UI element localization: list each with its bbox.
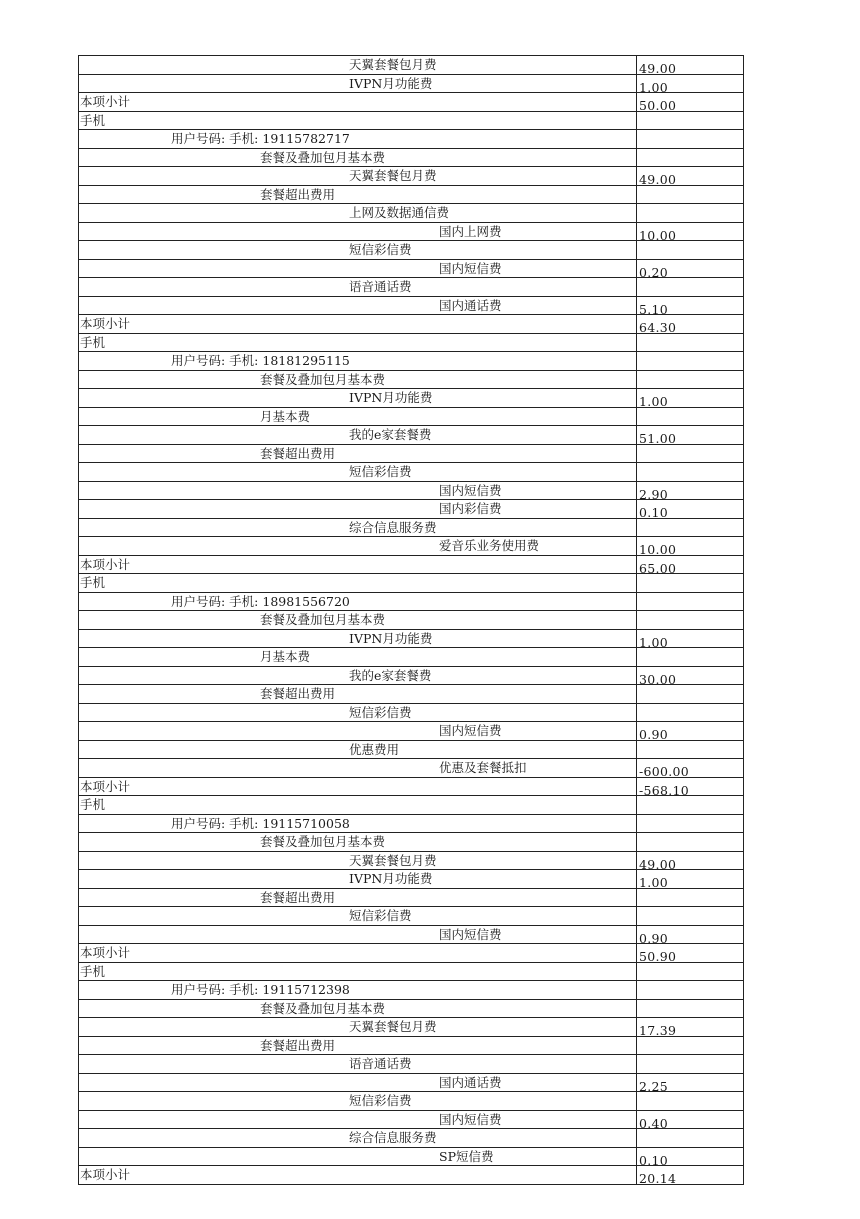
- item-label-cell: [79, 870, 637, 888]
- item-amount: [637, 149, 743, 167]
- table-row: [79, 297, 743, 316]
- item-amount: 49.00: [639, 856, 677, 872]
- item-label-cell: [79, 482, 637, 500]
- item-label: 手机: [80, 334, 106, 350]
- item-label: 本项小计: [80, 945, 131, 960]
- item-label-cell: [79, 352, 637, 370]
- table-row: [79, 75, 743, 94]
- item-amount: [637, 907, 743, 925]
- item-label: 套餐及叠加包月基本费: [260, 612, 386, 627]
- item-amount: [637, 593, 743, 611]
- item-label-cell: [79, 981, 637, 999]
- item-label-cell: [79, 889, 637, 907]
- table-row: [79, 574, 743, 593]
- table-row: [79, 112, 743, 131]
- table-row: [79, 907, 743, 926]
- item-label: 国内短信费: [439, 260, 502, 276]
- item-amount: 20.14: [639, 1171, 677, 1186]
- item-label: 短信彩信费: [349, 242, 412, 257]
- table-row: [79, 1166, 743, 1185]
- item-label: 月基本费: [260, 408, 311, 424]
- item-amount: [637, 130, 743, 148]
- item-label-cell: [79, 1092, 637, 1110]
- item-label: 综合信息服务费: [349, 519, 437, 535]
- item-label-cell: [79, 260, 637, 278]
- item-label-cell: [79, 667, 637, 685]
- item-amount: 49.00: [639, 172, 677, 187]
- table-row: [79, 1111, 743, 1130]
- item-label: 手机: [80, 797, 106, 812]
- table-row: [79, 593, 743, 612]
- table-row: [79, 759, 743, 778]
- table-row: [79, 130, 743, 149]
- item-label: 短信彩信费: [349, 1093, 412, 1108]
- table-row: [79, 389, 743, 408]
- item-amount: [637, 981, 743, 999]
- item-label-cell: [79, 408, 637, 426]
- item-amount: 0.90: [639, 930, 669, 946]
- item-label-cell: [79, 1055, 637, 1073]
- item-label-cell: [79, 593, 637, 611]
- table-row: [79, 704, 743, 723]
- item-amount: [637, 241, 743, 259]
- item-label-cell: [79, 334, 637, 352]
- table-row: [79, 981, 743, 1000]
- item-amount: 0.40: [639, 1115, 669, 1131]
- item-label-cell: [79, 278, 637, 296]
- item-amount: 30.00: [639, 671, 677, 687]
- item-amount: [637, 463, 743, 481]
- item-label: 国内短信费: [439, 723, 502, 738]
- item-amount: [637, 611, 743, 629]
- item-label: 上网及数据通信费: [349, 205, 450, 220]
- item-amount: [637, 278, 743, 296]
- item-label: 天翼套餐包月费: [349, 57, 437, 72]
- item-amount: 0.10: [639, 505, 669, 520]
- item-amount: [637, 1129, 743, 1147]
- item-label: 用户号码: 手机: 18981556720: [171, 593, 350, 609]
- item-amount: 0.90: [639, 727, 669, 742]
- item-label-cell: [79, 907, 637, 925]
- item-label-cell: [79, 1148, 637, 1166]
- table-row: [79, 870, 743, 889]
- item-label-cell: [79, 944, 637, 962]
- item-label: SP短信费: [439, 1148, 494, 1164]
- item-amount: [637, 685, 743, 703]
- item-amount: 1.00: [639, 394, 669, 409]
- table-row: [79, 204, 743, 223]
- item-amount: [637, 1037, 743, 1055]
- item-label-cell: [79, 445, 637, 463]
- item-label: 套餐及叠加包月基本费: [260, 834, 386, 849]
- item-label-cell: [79, 389, 637, 407]
- item-label: 国内通话费: [439, 1074, 502, 1090]
- item-label: 短信彩信费: [349, 908, 412, 923]
- item-label-cell: [79, 223, 637, 241]
- item-label: 短信彩信费: [349, 704, 412, 720]
- item-label-cell: [79, 241, 637, 259]
- item-label-cell: [79, 556, 637, 574]
- item-label: 综合信息服务费: [349, 1130, 437, 1145]
- item-label-cell: [79, 537, 637, 555]
- table-row: [79, 944, 743, 963]
- table-row: [79, 371, 743, 390]
- item-label: 国内上网费: [439, 223, 502, 239]
- table-row: [79, 852, 743, 871]
- item-amount: 2.25: [639, 1078, 669, 1094]
- item-amount: 0.10: [639, 1152, 669, 1168]
- item-amount: 49.00: [639, 61, 677, 76]
- item-amount: [637, 352, 743, 370]
- item-label-cell: [79, 704, 637, 722]
- item-amount: 10.00: [639, 542, 677, 557]
- item-label: 用户号码: 手机: 19115710058: [171, 815, 350, 831]
- item-label: 本项小计: [80, 778, 131, 794]
- table-row: [79, 1000, 743, 1019]
- table-row: [79, 278, 743, 297]
- item-label: 套餐超出费用: [260, 1037, 336, 1053]
- item-label: IVPN月功能费: [349, 75, 433, 91]
- item-label-cell: [79, 167, 637, 185]
- table-row: [79, 648, 743, 667]
- item-amount: 1.00: [639, 875, 669, 890]
- table-row: [79, 445, 743, 464]
- table-row: [79, 463, 743, 482]
- item-label-cell: [79, 833, 637, 851]
- item-amount: 5.10: [639, 301, 669, 317]
- table-row: [79, 334, 743, 353]
- item-label: 我的e家套餐费: [349, 427, 432, 442]
- table-row: [79, 537, 743, 556]
- item-label-cell: [79, 56, 637, 74]
- table-row: [79, 630, 743, 649]
- item-amount: -568.10: [639, 782, 690, 798]
- item-amount: -600.00: [639, 764, 690, 779]
- item-label-cell: [79, 815, 637, 833]
- item-label-cell: [79, 685, 637, 703]
- item-amount: [637, 186, 743, 204]
- item-label: 用户号码: 手机: 19115712398: [171, 982, 350, 997]
- item-amount: [637, 741, 743, 759]
- item-amount: [637, 1000, 743, 1018]
- item-label: 套餐及叠加包月基本费: [260, 371, 386, 387]
- table-row: [79, 926, 743, 945]
- table-row: [79, 149, 743, 168]
- item-amount: [637, 815, 743, 833]
- item-label-cell: [79, 1129, 637, 1147]
- table-row: [79, 241, 743, 260]
- item-label-cell: [79, 1111, 637, 1129]
- item-label: 国内短信费: [439, 482, 502, 498]
- item-label: 套餐超出费用: [260, 889, 336, 905]
- item-amount: [637, 334, 743, 352]
- table-row: [79, 315, 743, 334]
- item-amount: [637, 371, 743, 389]
- item-label: 天翼套餐包月费: [349, 1019, 437, 1034]
- item-amount: [637, 408, 743, 426]
- item-label-cell: [79, 1074, 637, 1092]
- table-row: [79, 482, 743, 501]
- item-label-cell: [79, 149, 637, 167]
- table-row: [79, 186, 743, 205]
- item-label-cell: [79, 611, 637, 629]
- item-label: 我的e家套餐费: [349, 667, 432, 683]
- item-label-cell: [79, 297, 637, 315]
- table-row: [79, 1074, 743, 1093]
- item-amount: [637, 963, 743, 981]
- item-amount: [637, 574, 743, 592]
- item-label: 语音通话费: [349, 1056, 412, 1071]
- item-label: 月基本费: [260, 649, 311, 664]
- item-amount: 1.00: [639, 79, 669, 95]
- item-label-cell: [79, 778, 637, 796]
- table-row: [79, 352, 743, 371]
- item-amount: 0.20: [639, 264, 669, 280]
- item-amount: [637, 648, 743, 666]
- item-amount: 64.30: [639, 320, 677, 335]
- item-amount: 1.00: [639, 634, 669, 650]
- item-label: 本项小计: [80, 556, 131, 572]
- table-row: [79, 93, 743, 112]
- item-label: 用户号码: 手机: 19115782717: [171, 131, 350, 146]
- item-label-cell: [79, 93, 637, 111]
- item-amount: [637, 1055, 743, 1073]
- item-label-cell: [79, 500, 637, 518]
- item-label: 套餐及叠加包月基本费: [260, 149, 386, 165]
- item-label: 套餐超出费用: [260, 186, 336, 202]
- table-row: [79, 500, 743, 519]
- item-label: IVPN月功能费: [349, 871, 433, 886]
- table-row: [79, 1148, 743, 1167]
- table-row: [79, 1129, 743, 1148]
- item-label: 套餐超出费用: [260, 445, 336, 461]
- item-amount: [637, 704, 743, 722]
- item-label: 手机: [80, 575, 106, 590]
- item-label: 手机: [80, 963, 106, 979]
- table-row: [79, 426, 743, 445]
- item-amount: 50.90: [639, 949, 677, 964]
- item-label: 语音通话费: [349, 279, 412, 294]
- item-label: 本项小计: [80, 94, 131, 109]
- table-row: [79, 963, 743, 982]
- item-amount: 65.00: [639, 560, 677, 576]
- table-row: [79, 223, 743, 242]
- item-label: 天翼套餐包月费: [349, 852, 437, 868]
- item-label: 套餐超出费用: [260, 686, 336, 701]
- item-label-cell: [79, 315, 637, 333]
- item-label-cell: [79, 796, 637, 814]
- billing-table: [78, 55, 744, 1185]
- table-row: [79, 556, 743, 575]
- table-row: [79, 167, 743, 186]
- table-row: [79, 796, 743, 815]
- item-label-cell: [79, 852, 637, 870]
- table-row: [79, 722, 743, 741]
- table-row: [79, 889, 743, 908]
- item-label: 天翼套餐包月费: [349, 168, 437, 183]
- item-label: 短信彩信费: [349, 464, 412, 479]
- table-row: [79, 815, 743, 834]
- table-row: [79, 1037, 743, 1056]
- item-amount: [637, 1092, 743, 1110]
- item-label-cell: [79, 426, 637, 444]
- item-label: 优惠及套餐抵扣: [439, 760, 527, 775]
- item-amount: [637, 204, 743, 222]
- item-label: 国内短信费: [439, 926, 502, 942]
- item-label-cell: [79, 759, 637, 777]
- item-label-cell: [79, 926, 637, 944]
- item-label-cell: [79, 722, 637, 740]
- item-label: 优惠费用: [349, 741, 400, 757]
- item-label: 本项小计: [80, 316, 131, 331]
- item-label: 用户号码: 手机: 18181295115: [171, 353, 350, 368]
- table-row: [79, 741, 743, 760]
- item-label: IVPN月功能费: [349, 390, 433, 405]
- item-label-cell: [79, 371, 637, 389]
- item-label: 本项小计: [80, 1167, 131, 1182]
- table-row: [79, 611, 743, 630]
- item-label-cell: [79, 1166, 637, 1184]
- item-label: 手机: [80, 112, 106, 128]
- table-row: [79, 1055, 743, 1074]
- item-label: 国内短信费: [439, 1111, 502, 1127]
- table-row: [79, 833, 743, 852]
- item-label-cell: [79, 574, 637, 592]
- item-label-cell: [79, 463, 637, 481]
- item-amount: 17.39: [639, 1023, 677, 1038]
- item-label: 国内通话费: [439, 297, 502, 313]
- item-label-cell: [79, 1000, 637, 1018]
- item-label-cell: [79, 648, 637, 666]
- item-amount: [637, 519, 743, 537]
- item-label-cell: [79, 75, 637, 93]
- item-label-cell: [79, 186, 637, 204]
- table-row: [79, 1018, 743, 1037]
- item-amount: [637, 889, 743, 907]
- item-label: 套餐及叠加包月基本费: [260, 1000, 386, 1016]
- item-label-cell: [79, 519, 637, 537]
- table-row: [79, 56, 743, 75]
- table-row: [79, 519, 743, 538]
- item-label: IVPN月功能费: [349, 630, 433, 646]
- item-amount: 50.00: [639, 98, 677, 113]
- item-label-cell: [79, 1018, 637, 1036]
- item-label: 国内彩信费: [439, 501, 502, 516]
- item-label-cell: [79, 1037, 637, 1055]
- item-label: 爱音乐业务使用费: [439, 538, 540, 553]
- item-amount: 51.00: [639, 431, 677, 446]
- table-row: [79, 408, 743, 427]
- table-row: [79, 1092, 743, 1111]
- item-label-cell: [79, 741, 637, 759]
- item-amount: 2.90: [639, 486, 669, 502]
- table-row: [79, 667, 743, 686]
- item-label-cell: [79, 963, 637, 981]
- item-amount: 10.00: [639, 227, 677, 243]
- item-amount: [637, 112, 743, 130]
- table-row: [79, 778, 743, 797]
- item-amount: [637, 833, 743, 851]
- item-label-cell: [79, 130, 637, 148]
- table-row: [79, 685, 743, 704]
- item-label-cell: [79, 204, 637, 222]
- item-amount: [637, 796, 743, 814]
- item-label-cell: [79, 630, 637, 648]
- item-amount: [637, 445, 743, 463]
- table-row: [79, 260, 743, 279]
- item-label-cell: [79, 112, 637, 130]
